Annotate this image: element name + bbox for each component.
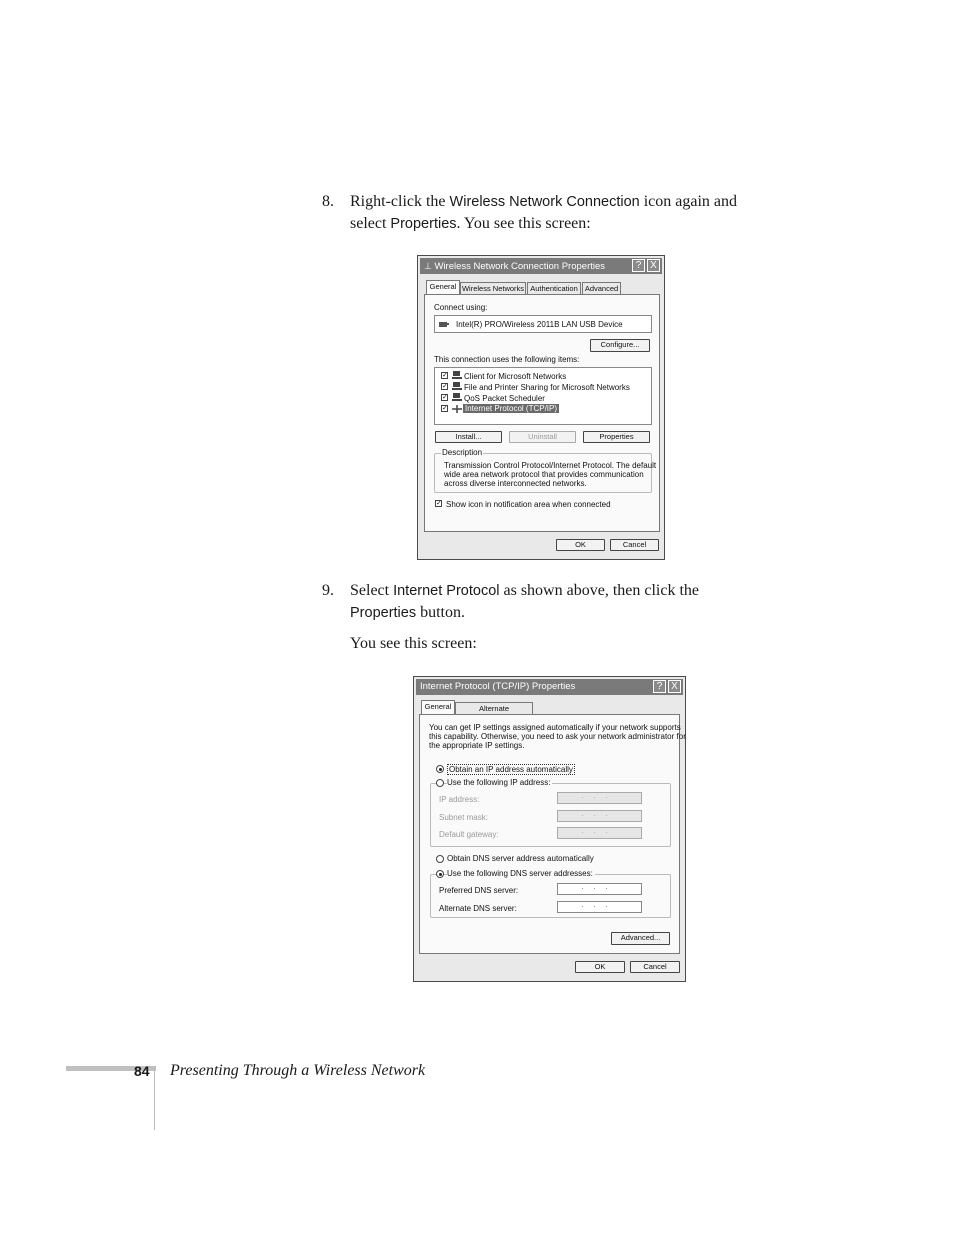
preferred-dns-label: Preferred DNS server: bbox=[439, 886, 519, 895]
step-number: 9. bbox=[322, 582, 334, 599]
tab-advanced[interactable]: Advanced bbox=[582, 282, 621, 294]
device-field bbox=[434, 315, 652, 333]
ok-button[interactable]: OK bbox=[575, 961, 625, 973]
step-text: select bbox=[350, 215, 391, 232]
step-followup: You see this screen: bbox=[350, 635, 477, 652]
default-gateway-field: ... bbox=[557, 827, 642, 839]
dialog-titlebar bbox=[416, 679, 683, 695]
tab-general[interactable]: General bbox=[421, 700, 455, 714]
qos-icon bbox=[452, 393, 462, 401]
ok-button[interactable]: OK bbox=[556, 539, 605, 551]
step-text: as shown above, then click the bbox=[499, 582, 699, 599]
cancel-button[interactable]: Cancel bbox=[610, 539, 659, 551]
dialog-title: Wireless Network Connection Properties bbox=[434, 261, 606, 272]
network-adapter-icon bbox=[439, 320, 449, 328]
alternate-dns-field[interactable]: ... bbox=[557, 901, 642, 913]
device-name: Intel(R) PRO/Wireless 2011B LAN USB Device bbox=[456, 320, 623, 329]
cancel-button[interactable]: Cancel bbox=[630, 961, 680, 973]
alternate-dns-label: Alternate DNS server: bbox=[439, 904, 517, 913]
tcpip-properties-dialog bbox=[413, 676, 686, 982]
description-line: wide area network protocol that provides communication bbox=[444, 470, 644, 479]
item-checkbox[interactable]: ✓ bbox=[442, 383, 448, 390]
description-label: Description bbox=[442, 448, 483, 457]
ui-term: Wireless Network Connection bbox=[449, 194, 640, 210]
preferred-dns-field[interactable]: ... bbox=[557, 883, 642, 895]
page-number: 84 bbox=[134, 1063, 150, 1079]
ui-term: Properties bbox=[390, 216, 457, 232]
step-text: button. bbox=[416, 604, 465, 621]
help-icon[interactable]: ? bbox=[653, 680, 666, 693]
step-text: Right-click the bbox=[350, 193, 450, 210]
properties-button[interactable]: Properties bbox=[583, 431, 650, 443]
items-label: This connection uses the following items: bbox=[434, 355, 580, 364]
list-item[interactable]: QoS Packet Scheduler bbox=[464, 394, 545, 403]
file-sharing-icon bbox=[452, 382, 462, 390]
tab-alternate-configuration[interactable]: Alternate bbox=[455, 702, 533, 714]
ui-term: Properties bbox=[350, 605, 417, 621]
general-panel bbox=[424, 294, 660, 532]
advanced-button[interactable]: Advanced... bbox=[611, 932, 670, 945]
items-list bbox=[434, 367, 652, 425]
step-text: . You see this screen: bbox=[456, 215, 591, 232]
uninstall-button: Uninstall bbox=[509, 431, 576, 443]
description-line: across diverse interconnected networks. bbox=[444, 479, 587, 488]
general-panel bbox=[419, 714, 686, 954]
list-item[interactable]: Client for Microsoft Networks bbox=[464, 372, 567, 381]
footer-rule bbox=[154, 1066, 155, 1130]
connect-using-label: Connect using: bbox=[434, 303, 488, 312]
obtain-dns-label[interactable]: Obtain DNS server address automatically bbox=[447, 854, 594, 863]
default-gateway-label: Default gateway: bbox=[439, 830, 499, 839]
tab-wireless-networks[interactable]: Wireless Networks bbox=[461, 284, 525, 293]
section-title: Presenting Through a Wireless Network bbox=[170, 1062, 426, 1079]
wireless-connection-properties-dialog bbox=[417, 255, 665, 560]
close-icon[interactable]: X bbox=[668, 680, 681, 693]
item-checkbox[interactable]: ✓ bbox=[442, 405, 448, 412]
show-icon-checkbox[interactable]: ✓ bbox=[436, 500, 442, 507]
help-icon[interactable]: ? bbox=[632, 259, 645, 272]
protocol-icon bbox=[452, 405, 462, 413]
install-button[interactable]: Install... bbox=[435, 431, 502, 443]
description-group bbox=[434, 448, 657, 493]
network-icon: ⊥ bbox=[424, 261, 432, 271]
item-checkbox[interactable]: ✓ bbox=[442, 372, 448, 379]
ip-address-label: IP address: bbox=[439, 795, 480, 804]
step-text: Select bbox=[350, 582, 394, 599]
use-dns-label[interactable]: Use the following DNS server addresses: bbox=[447, 869, 593, 878]
close-icon[interactable]: X bbox=[647, 259, 660, 272]
obtain-dns-radio[interactable] bbox=[436, 855, 444, 863]
subnet-mask-label: Subnet mask: bbox=[439, 813, 488, 822]
intro-line: this capability. Otherwise, you need to ask your network administrator for bbox=[429, 732, 686, 741]
dialog-title: Internet Protocol (TCP/IP) Properties bbox=[420, 681, 576, 692]
ip-address-field: ... bbox=[557, 792, 642, 804]
show-icon-label: Show icon in notification area when connected bbox=[446, 500, 611, 509]
tab-authentication[interactable]: Authentication bbox=[527, 282, 581, 294]
ui-term: Internet Protocol bbox=[393, 583, 500, 599]
intro-line: the appropriate IP settings. bbox=[429, 741, 525, 750]
dialog-titlebar bbox=[420, 258, 662, 274]
tab-general[interactable]: General bbox=[426, 280, 460, 294]
obtain-ip-label[interactable]: Obtain an IP address automatically bbox=[449, 765, 573, 774]
description-line: Transmission Control Protocol/Internet Protocol. The default bbox=[444, 461, 657, 470]
use-ip-radio[interactable] bbox=[436, 779, 444, 787]
use-dns-radio[interactable] bbox=[436, 870, 444, 878]
use-ip-label[interactable]: Use the following IP address: bbox=[447, 778, 551, 787]
intro-line: You can get IP settings assigned automatically if your network supports bbox=[429, 723, 681, 732]
list-item-selected[interactable]: Internet Protocol (TCP/IP) bbox=[465, 404, 558, 413]
client-icon bbox=[452, 371, 462, 379]
list-item[interactable]: File and Printer Sharing for Microsoft Networks bbox=[464, 383, 630, 392]
obtain-ip-radio[interactable] bbox=[436, 765, 444, 773]
subnet-mask-field: ... bbox=[557, 810, 642, 822]
item-checkbox[interactable]: ✓ bbox=[442, 394, 448, 401]
step-text: icon again and bbox=[639, 193, 738, 210]
configure-button[interactable]: Configure... bbox=[590, 339, 650, 352]
step-number: 8. bbox=[322, 193, 334, 210]
